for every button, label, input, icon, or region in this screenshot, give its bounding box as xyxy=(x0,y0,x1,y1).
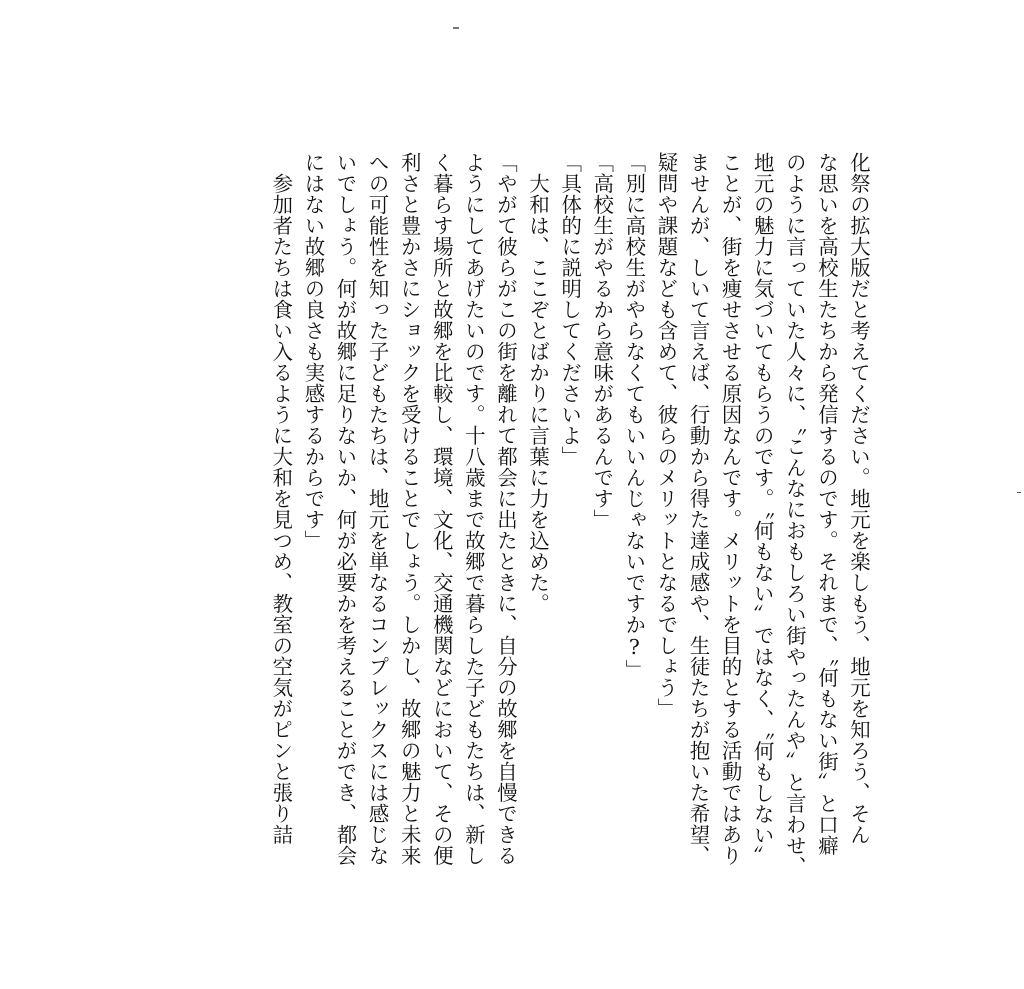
text-line: 参加者たちは食い入るように大和を見つめ、教室の空気がピンと張り詰 xyxy=(269,152,294,845)
text-line: への可能性を知った子どもたちは、地元を単なるコンプレックスには感じな xyxy=(365,152,390,866)
text-line: ませんが、しいて言えば、行動から得た達成感や、生徒たちが抱いた希望、 xyxy=(686,152,711,866)
text-line: 化祭の拡大版だと考えてください。地元を楽しもう、地元を知ろう、そん xyxy=(847,152,871,845)
text-line: 疑問や課題なども含めて、彼らのメリットとなるでしょう」 xyxy=(654,152,679,719)
page-top-mark xyxy=(453,27,459,29)
text-line: 「高校生がやるから意味があるんです」 xyxy=(590,152,615,530)
text-line: 「別に高校生がやらなくてもいいんじゃないですか?」 xyxy=(622,152,647,681)
text-line: 「具体的に説明してくださいよ」 xyxy=(558,152,583,467)
text-line: のように言っていた人々に、〝こんなにおもしろい街やったんや〟と言わせ、 xyxy=(782,152,807,877)
vertical-text-body xyxy=(195,152,875,877)
text-line: にはない故郷の良さも実感するからです」 xyxy=(301,152,326,551)
text-line: いでしょう。何が故郷に足りないか、何が必要かを考えることができ、都会 xyxy=(333,152,358,866)
text-line: な思いを高校生たちから発信するのです。それまで、〝何もない街〟と口癖 xyxy=(814,152,839,856)
text-line: 地元の魅力に気づいてもらうのです。〝何もない〟ではなく、〝何もしない〟 xyxy=(750,152,775,867)
text-line: く暮らす場所と故郷を比較し、環境、文化、交通機関などにおいて、その便 xyxy=(429,152,454,866)
text-line: 大和は、ここぞとばかりに言葉に力を込めた。 xyxy=(526,152,551,614)
text-line: ようにしてあげたいのです。十八歳まで故郷で暮らした子どもたちは、新し xyxy=(461,152,486,866)
text-line: 利さと豊かさにショックを受けることでしょう。しかし、故郷の魅力と未来 xyxy=(397,152,422,866)
text-line: 「やがて彼らがこの街を離れて都会に出たときに、自分の故郷を自慢できる xyxy=(493,152,518,866)
text-line: ことが、街を痩せさせる原因なんです。メリットを目的とする活動ではあり xyxy=(718,152,743,866)
page-side-mark xyxy=(1017,492,1021,493)
